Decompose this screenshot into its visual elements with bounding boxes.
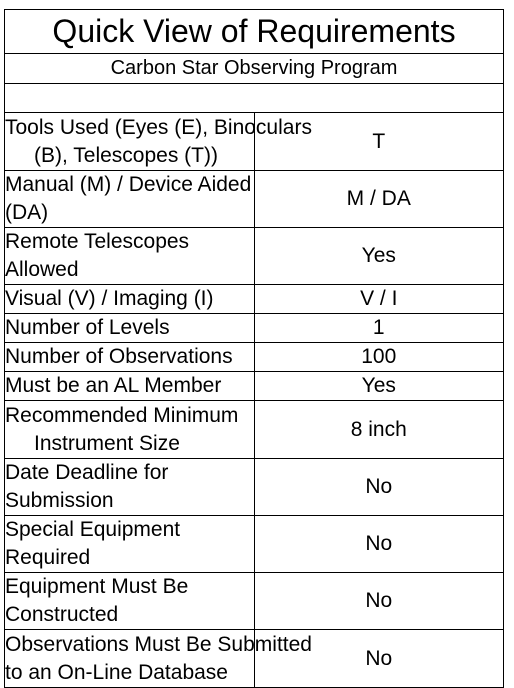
requirement-value: No <box>254 459 504 516</box>
requirement-label: Remote Telescopes Allowed <box>5 228 255 285</box>
subtitle-row <box>5 54 504 84</box>
requirement-label <box>5 630 312 688</box>
blank-spacer-cell <box>5 84 504 113</box>
requirement-value: T <box>254 113 504 171</box>
table-row <box>5 113 504 171</box>
requirement-label: Date Deadline for Submission <box>5 459 255 516</box>
table-row <box>5 228 504 285</box>
requirement-label: Equipment Must Be Constructed <box>5 573 255 630</box>
table-row <box>5 314 504 343</box>
page-title: Quick View of Requirements <box>5 10 504 54</box>
label-line: Recommended Minimum <box>5 403 239 427</box>
requirement-value: No <box>254 516 504 573</box>
requirement-value: Yes <box>254 228 504 285</box>
label-line: to an On-Line Database <box>5 660 228 684</box>
table-row <box>5 285 504 314</box>
label-line: (B), Telescopes (T)) <box>34 143 218 167</box>
table-row <box>5 343 504 372</box>
table-row <box>5 516 504 573</box>
requirement-label <box>5 113 312 171</box>
requirement-value: 1 <box>254 314 504 343</box>
requirement-label: Manual (M) / Device Aided (DA) <box>5 171 255 228</box>
table-row <box>5 401 504 459</box>
table-row <box>5 372 504 401</box>
requirement-label: Special Equipment Required <box>5 516 255 573</box>
requirements-sheet <box>4 9 504 684</box>
requirement-value: V / I <box>254 285 504 314</box>
requirement-label <box>5 401 255 459</box>
label-line: Observations Must Be Submitted <box>5 632 312 656</box>
title-row <box>5 10 504 54</box>
table-row <box>5 171 504 228</box>
label-line: Instrument Size <box>34 431 180 455</box>
label-line: Tools Used (Eyes (E), Binoculars <box>5 115 312 139</box>
requirement-value: 8 inch <box>254 401 504 459</box>
requirement-value: M / DA <box>254 171 504 228</box>
requirement-value: 100 <box>254 343 504 372</box>
requirement-label: Number of Levels <box>5 314 255 343</box>
program-subtitle: Carbon Star Observing Program <box>5 54 504 84</box>
table-row <box>5 630 504 688</box>
requirement-label: Visual (V) / Imaging (I) <box>5 285 255 314</box>
blank-row <box>5 84 504 113</box>
table-row <box>5 459 504 516</box>
requirement-value: Yes <box>254 372 504 401</box>
requirement-value: No <box>254 630 504 688</box>
requirement-label: Must be an AL Member <box>5 372 255 401</box>
requirement-value: No <box>254 573 504 630</box>
requirements-table <box>4 9 504 688</box>
table-row <box>5 573 504 630</box>
requirement-label: Number of Observations <box>5 343 255 372</box>
